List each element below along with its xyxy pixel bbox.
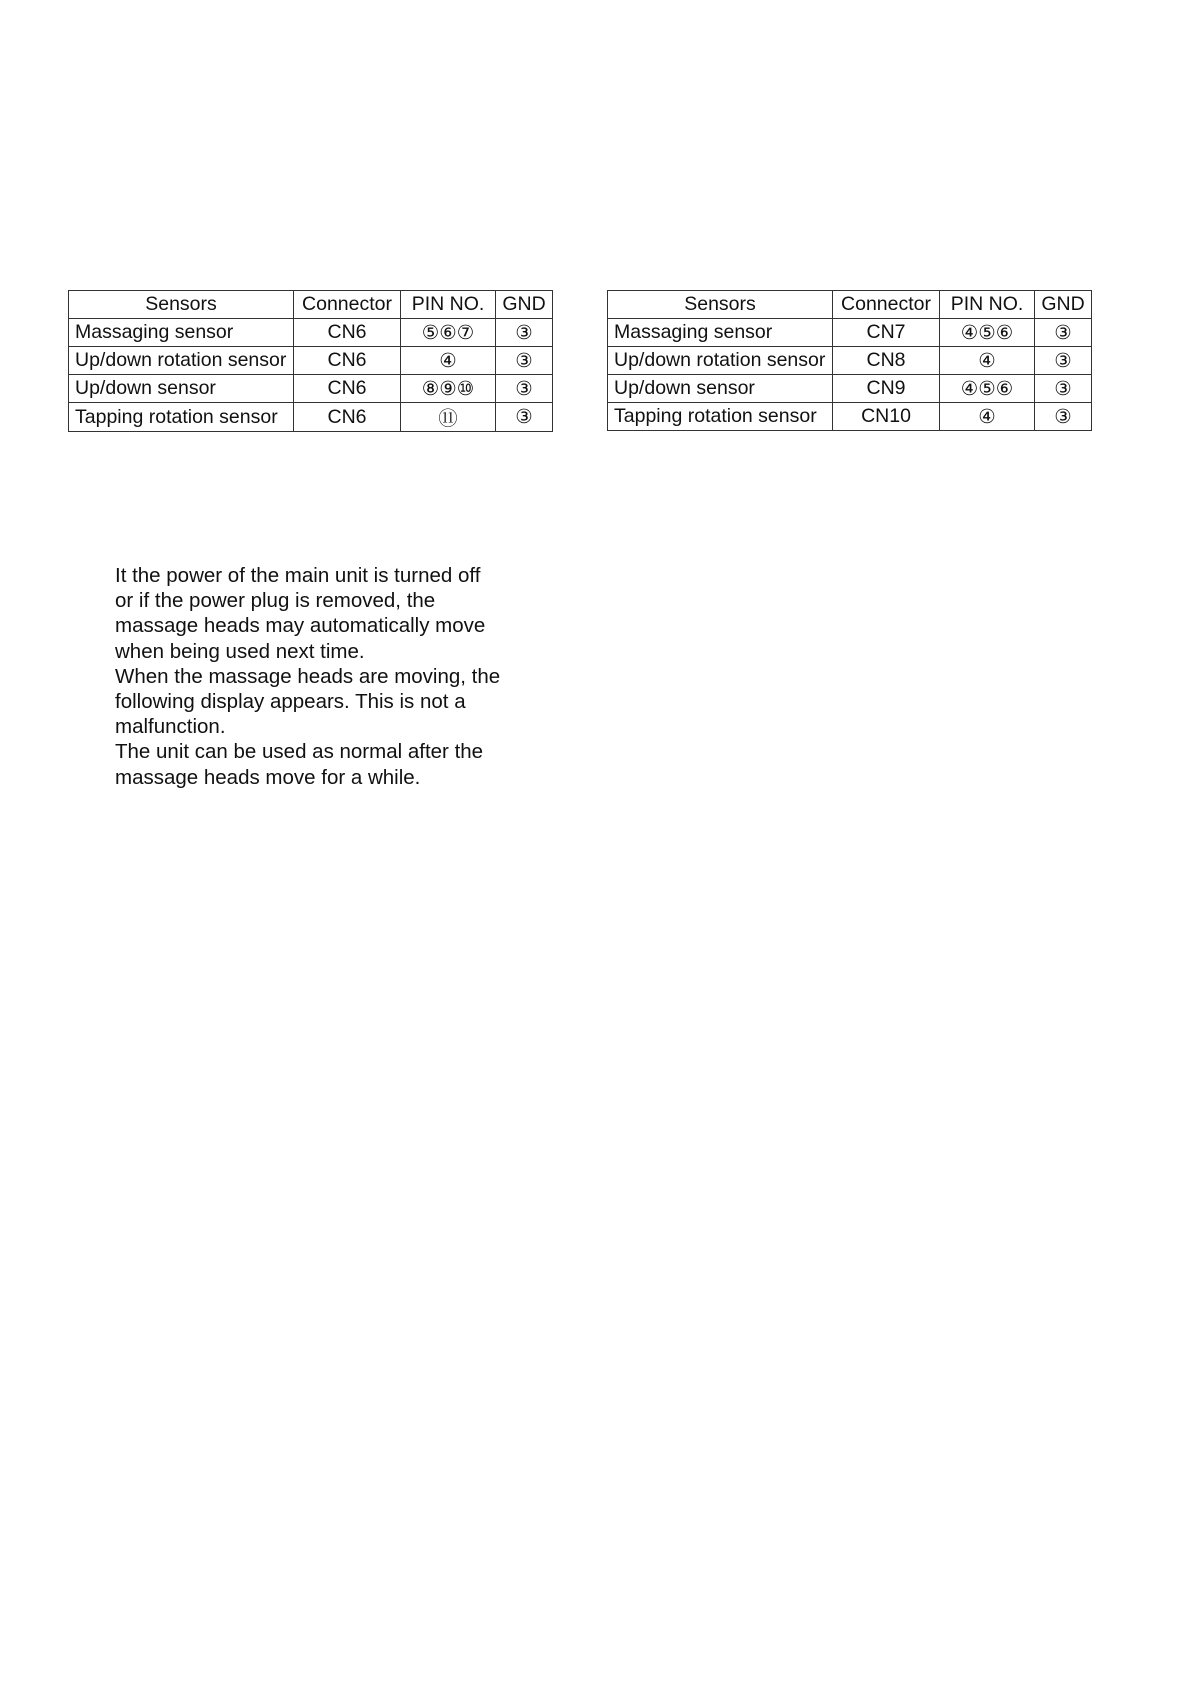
- pin-no: ④: [401, 347, 496, 375]
- sensor-name: Massaging sensor: [608, 319, 833, 347]
- table-row: [69, 319, 553, 347]
- pin-no: ⑪: [401, 403, 496, 432]
- table-row: [608, 347, 1092, 375]
- table-row: [608, 319, 1092, 347]
- notice-line: The unit can be used as normal after the: [115, 740, 484, 764]
- table-row: [69, 403, 553, 432]
- sensor-name: Up/down sensor: [608, 375, 833, 403]
- gnd: ③: [1035, 319, 1092, 347]
- gnd: ③: [496, 375, 553, 403]
- pin-no: ⑤⑥⑦: [401, 319, 496, 347]
- connector: CN9: [833, 375, 940, 403]
- notice-line: malfunction.: [115, 715, 226, 739]
- notice-line: or if the power plug is removed, the: [115, 589, 436, 613]
- sensor-name: Up/down rotation sensor: [69, 347, 294, 375]
- sensor-table-right: [607, 290, 1092, 431]
- header-pin-no: PIN NO.: [401, 291, 496, 319]
- pin-no: ④⑤⑥: [940, 375, 1035, 403]
- notice-line: It the power of the main unit is turned off: [115, 564, 481, 587]
- connector: CN8: [833, 347, 940, 375]
- notice-line: when being used next time.: [115, 639, 365, 663]
- sensor-name: Up/down rotation sensor: [608, 347, 833, 375]
- sensor-name: Up/down sensor: [69, 375, 294, 403]
- connector: CN6: [294, 319, 401, 347]
- header-connector: Connector: [833, 291, 940, 319]
- gnd: ③: [1035, 375, 1092, 403]
- sensor-name: Tapping rotation sensor: [608, 403, 833, 431]
- gnd: ③: [1035, 403, 1092, 431]
- sensor-name: Massaging sensor: [69, 319, 294, 347]
- header-gnd: GND: [496, 291, 553, 319]
- table-row: [69, 347, 553, 375]
- table-row: [608, 403, 1092, 431]
- connector: CN7: [833, 319, 940, 347]
- table-header-row: [608, 291, 1092, 319]
- notice-line: following display appears. This is not a: [115, 690, 466, 714]
- gnd: ③: [496, 347, 553, 375]
- gnd: ③: [496, 403, 553, 432]
- connector: CN6: [294, 347, 401, 375]
- notice-line: When the massage heads are moving, the: [115, 664, 501, 688]
- notice-line: massage heads move for a while.: [115, 765, 421, 789]
- sensor-name: Tapping rotation sensor: [69, 403, 294, 432]
- header-pin-no: PIN NO.: [940, 291, 1035, 319]
- header-connector: Connector: [294, 291, 401, 319]
- header-gnd: GND: [1035, 291, 1092, 319]
- pin-no: ④: [940, 347, 1035, 375]
- connector: CN10: [833, 403, 940, 431]
- notice-text: [115, 563, 535, 790]
- pin-no: ④: [940, 403, 1035, 431]
- header-sensors: Sensors: [69, 291, 294, 319]
- table-row: [608, 375, 1092, 403]
- gnd: ③: [1035, 347, 1092, 375]
- gnd: ③: [496, 319, 553, 347]
- connector: CN6: [294, 403, 401, 432]
- table-row: [69, 375, 553, 403]
- pin-no: ⑧⑨⑩: [401, 375, 496, 403]
- pin-no: ④⑤⑥: [940, 319, 1035, 347]
- connector: CN6: [294, 375, 401, 403]
- table-header-row: [69, 291, 553, 319]
- sensor-table-left: [68, 290, 553, 432]
- notice-line: massage heads may automatically move: [115, 614, 486, 638]
- header-sensors: Sensors: [608, 291, 833, 319]
